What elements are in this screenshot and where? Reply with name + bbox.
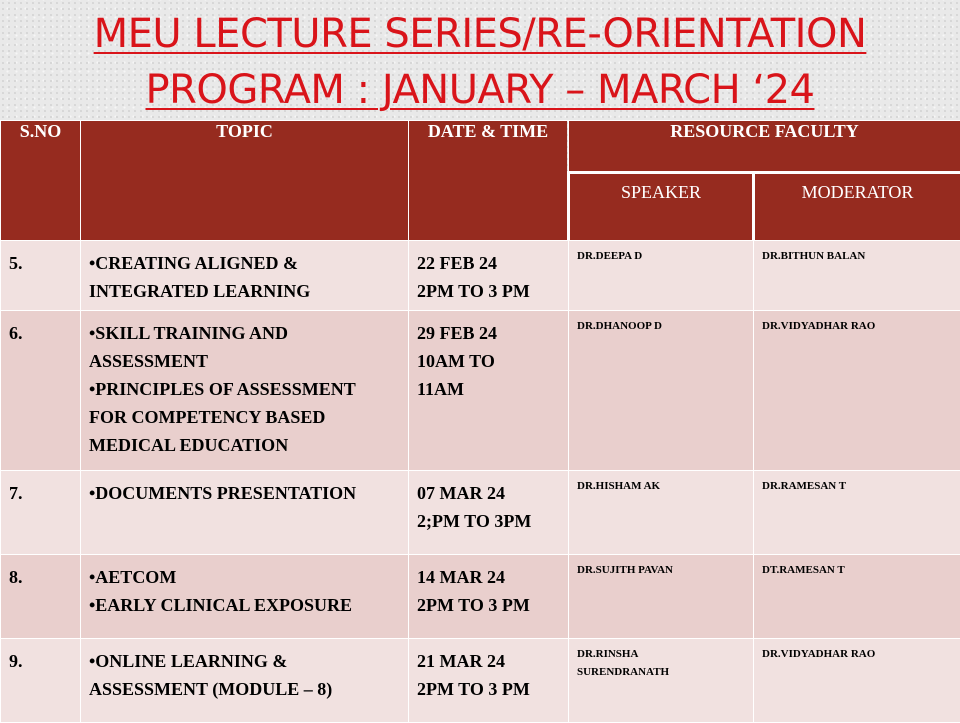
moderator-cell — [754, 555, 960, 639]
table-row — [1, 311, 960, 471]
moderator-text: DR.VIDYADHAR RAO — [762, 645, 952, 663]
table-row — [1, 471, 960, 555]
moderator-cell — [754, 639, 960, 723]
sno-cell — [1, 241, 81, 311]
datetime-text: 21 MAR 24 — [417, 647, 560, 675]
sno-text: 5. — [9, 249, 72, 277]
header-sno: S.NO — [1, 121, 81, 241]
datetime-text: 2PM TO 3 PM — [417, 591, 560, 619]
table-row — [1, 555, 960, 639]
table-row — [1, 241, 960, 311]
moderator-text: DR.VIDYADHAR RAO — [762, 317, 952, 335]
header-moderator: MODERATOR — [754, 173, 960, 241]
schedule-table — [0, 120, 960, 723]
speaker-cell — [569, 471, 754, 555]
sno-cell — [1, 311, 81, 471]
header-topic: TOPIC — [81, 121, 409, 241]
topic-text: MEDICAL EDUCATION — [89, 431, 400, 459]
datetime-text: 07 MAR 24 — [417, 479, 560, 507]
datetime-cell — [409, 311, 569, 471]
sno-text: 7. — [9, 479, 72, 507]
datetime-text: 2PM TO 3 PM — [417, 277, 560, 305]
speaker-text: DR.RINSHA — [577, 645, 745, 663]
datetime-text: 22 FEB 24 — [417, 249, 560, 277]
moderator-text: DR.RAMESAN T — [762, 477, 952, 495]
topic-text: •ONLINE LEARNING & — [89, 647, 400, 675]
topic-text: •AETCOM — [89, 563, 400, 591]
sno-cell — [1, 471, 81, 555]
datetime-cell — [409, 471, 569, 555]
topic-text: •EARLY CLINICAL EXPOSURE — [89, 591, 400, 619]
speaker-cell — [569, 311, 754, 471]
sno-cell — [1, 639, 81, 723]
datetime-text: 29 FEB 24 — [417, 319, 560, 347]
speaker-text: SURENDRANATH — [577, 663, 745, 681]
datetime-cell — [409, 639, 569, 723]
datetime-text: 2;PM TO 3PM — [417, 507, 560, 535]
topic-text: •DOCUMENTS PRESENTATION — [89, 479, 400, 507]
topic-text: FOR COMPETENCY BASED — [89, 403, 400, 431]
speaker-cell — [569, 241, 754, 311]
header-speaker: SPEAKER — [569, 173, 754, 241]
moderator-text: DR.BITHUN BALAN — [762, 247, 952, 265]
sno-cell — [1, 555, 81, 639]
datetime-text: 14 MAR 24 — [417, 563, 560, 591]
sno-text: 8. — [9, 563, 72, 591]
sno-text: 6. — [9, 319, 72, 347]
title-line-1: MEU LECTURE SERIES/RE-ORIENTATION — [0, 12, 960, 56]
moderator-cell — [754, 311, 960, 471]
sno-text: 9. — [9, 647, 72, 675]
moderator-cell — [754, 241, 960, 311]
datetime-cell — [409, 241, 569, 311]
moderator-text: DT.RAMESAN T — [762, 561, 952, 579]
table-row — [1, 639, 960, 723]
topic-cell — [81, 555, 409, 639]
speaker-text: DR.SUJITH PAVAN — [577, 561, 745, 579]
datetime-text: 11AM — [417, 375, 560, 403]
speaker-text: DR.HISHAM AK — [577, 477, 745, 495]
header-resource-faculty: RESOURCE FACULTY — [569, 121, 960, 173]
datetime-text: 2PM TO 3 PM — [417, 675, 560, 703]
moderator-cell — [754, 471, 960, 555]
title-line-2: PROGRAM : JANUARY – MARCH ‘24 — [0, 68, 960, 112]
topic-text: INTEGRATED LEARNING — [89, 277, 400, 305]
topic-cell — [81, 241, 409, 311]
header-datetime: DATE & TIME — [409, 121, 569, 241]
speaker-text: DR.DHANOOP D — [577, 317, 745, 335]
topic-cell — [81, 639, 409, 723]
topic-text: •CREATING ALIGNED & — [89, 249, 400, 277]
topic-cell — [81, 311, 409, 471]
speaker-cell — [569, 639, 754, 723]
topic-text: •PRINCIPLES OF ASSESSMENT — [89, 375, 400, 403]
topic-text: ASSESSMENT (MODULE – 8) — [89, 675, 400, 703]
datetime-text: 10AM TO — [417, 347, 560, 375]
speaker-cell — [569, 555, 754, 639]
topic-text: •SKILL TRAINING AND — [89, 319, 400, 347]
datetime-cell — [409, 555, 569, 639]
topic-cell — [81, 471, 409, 555]
speaker-text: DR.DEEPA D — [577, 247, 745, 265]
topic-text: ASSESSMENT — [89, 347, 400, 375]
